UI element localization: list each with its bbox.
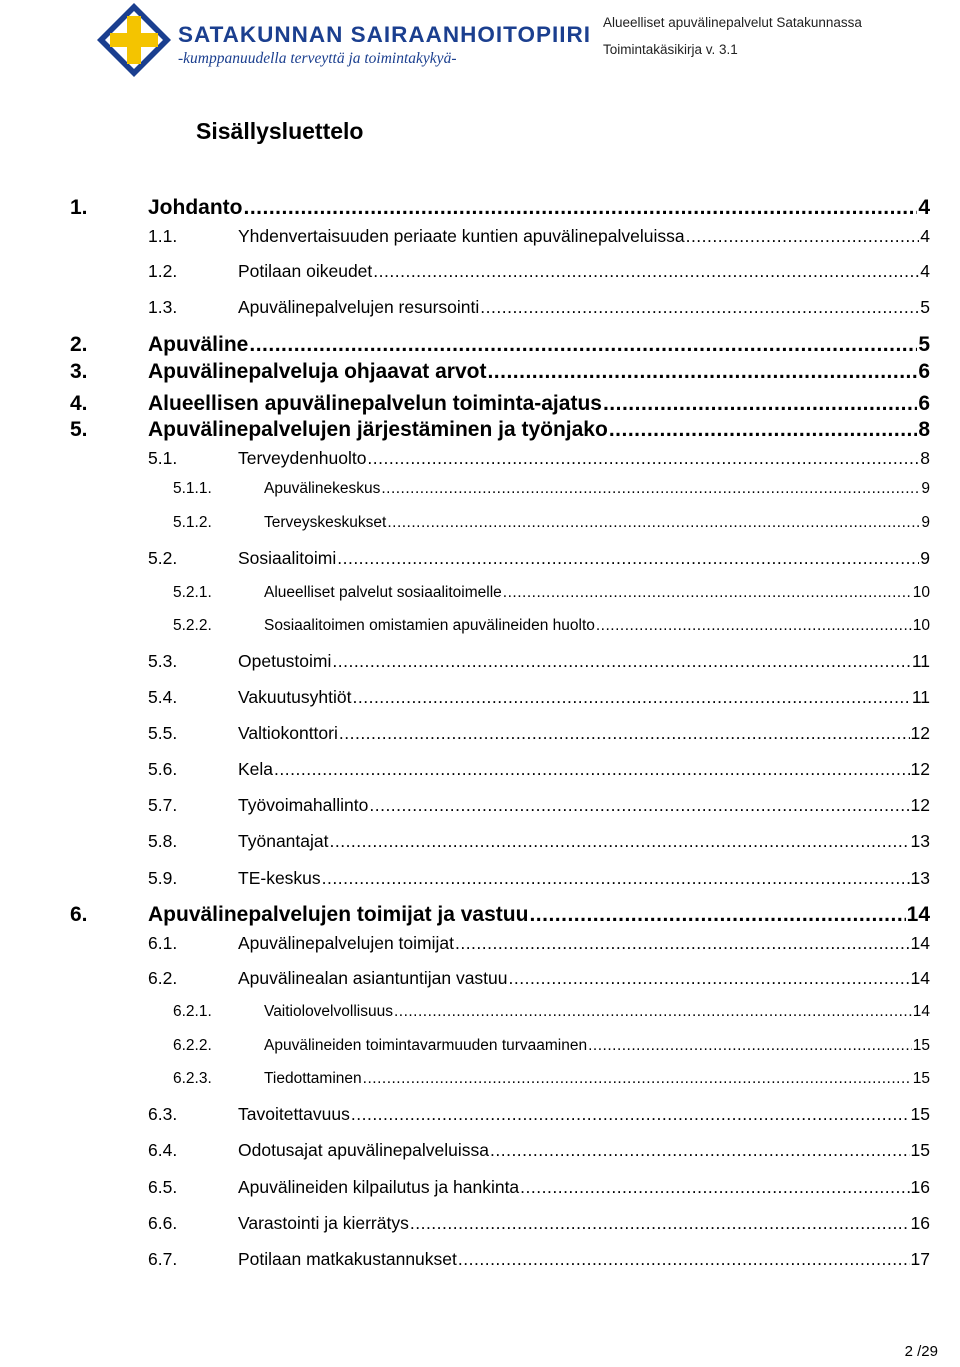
toc-entry-title[interactable]: Opetustoimi bbox=[238, 651, 332, 671]
toc-entry-page[interactable]: 11 bbox=[911, 651, 930, 671]
toc-entry[interactable] bbox=[148, 759, 930, 780]
toc-entry[interactable] bbox=[70, 196, 930, 220]
toc-entry-number: 1.2. bbox=[148, 261, 178, 281]
toc-entry[interactable] bbox=[173, 514, 930, 532]
toc-dot-leader bbox=[339, 723, 910, 744]
toc-entry-title[interactable]: Apuvälinepalvelujen toimijat ja vastuu bbox=[148, 903, 529, 926]
toc-entry-page[interactable]: 8 bbox=[920, 448, 930, 468]
toc-entry-number: 6.2. bbox=[148, 968, 178, 988]
toc-entry-number: 5.2.1. bbox=[173, 584, 212, 601]
toc-entry[interactable] bbox=[173, 480, 930, 498]
toc-entry[interactable] bbox=[148, 933, 930, 954]
toc-entry-number: 5. bbox=[70, 418, 88, 441]
toc-dot-leader bbox=[520, 1177, 909, 1198]
toc-entry-number: 6. bbox=[70, 903, 88, 926]
toc-dot-leader bbox=[596, 617, 912, 635]
toc-entry[interactable] bbox=[148, 1104, 930, 1125]
toc-entry-title[interactable]: Valtiokonttori bbox=[238, 723, 338, 743]
toc-entry-title[interactable]: Apuvälinepalveluja ohjaavat arvot bbox=[148, 360, 487, 383]
toc-entry[interactable] bbox=[148, 1249, 930, 1270]
toc-entry-page[interactable]: 12 bbox=[910, 759, 930, 779]
toc-entry[interactable] bbox=[173, 1037, 930, 1055]
toc-dot-leader bbox=[609, 418, 917, 442]
toc-dot-leader bbox=[487, 360, 917, 384]
toc-entry-page[interactable]: 13 bbox=[910, 831, 930, 851]
toc-dot-leader bbox=[529, 903, 905, 927]
toc-entry[interactable] bbox=[70, 392, 930, 416]
toc-entry[interactable] bbox=[173, 617, 930, 635]
toc-entry-title[interactable]: Varastointi ja kierrätys bbox=[238, 1213, 409, 1233]
toc-dot-leader bbox=[588, 1037, 912, 1055]
toc-dot-leader bbox=[381, 480, 920, 498]
toc-entry-number: 6.2.1. bbox=[173, 1003, 212, 1020]
toc-entry[interactable] bbox=[148, 968, 930, 989]
toc-entry-title[interactable]: Terveyskeskukset bbox=[264, 514, 387, 531]
toc-entry[interactable] bbox=[148, 297, 930, 318]
toc-dot-leader bbox=[480, 297, 919, 318]
toc-entry[interactable] bbox=[148, 795, 930, 816]
toc-entry[interactable] bbox=[148, 1140, 930, 1161]
toc-entry-number: 6.7. bbox=[148, 1249, 178, 1269]
document-title: Alueelliset apuvälinepalvelut Satakunnassa bbox=[603, 15, 862, 30]
toc-entry[interactable] bbox=[148, 448, 930, 469]
toc-entry-title[interactable]: Apuvälineiden kilpailutus ja hankinta bbox=[238, 1177, 520, 1197]
toc-dot-leader bbox=[353, 687, 911, 708]
toc-heading: Sisällysluettelo bbox=[196, 118, 364, 144]
toc-entry-number: 6.2.2. bbox=[173, 1037, 212, 1054]
toc-dot-leader bbox=[490, 1140, 910, 1161]
toc-entry-page[interactable]: 14 bbox=[912, 1003, 930, 1020]
toc-entry-page[interactable]: 11 bbox=[911, 687, 930, 707]
toc-entry-page[interactable]: 9 bbox=[921, 514, 930, 531]
toc-entry-number: 4. bbox=[70, 392, 88, 415]
organization-name: SATAKUNNAN SAIRAANHOITOPIIRI bbox=[178, 22, 592, 47]
toc-entry-page[interactable]: 12 bbox=[910, 723, 930, 743]
toc-dot-leader bbox=[369, 795, 909, 816]
toc-entry-title[interactable]: Apuvälinekeskus bbox=[264, 480, 381, 497]
toc-entry-page[interactable]: 15 bbox=[912, 1070, 930, 1087]
toc-entry-number: 5.6. bbox=[148, 759, 178, 779]
toc-entry-page[interactable]: 15 bbox=[910, 1140, 930, 1160]
toc-entry-number: 1. bbox=[70, 196, 88, 219]
toc-dot-leader bbox=[394, 1003, 912, 1021]
toc-entry-page[interactable]: 8 bbox=[918, 418, 930, 441]
toc-entry-number: 5.1.1. bbox=[173, 480, 212, 497]
toc-entry-title[interactable]: Apuvälinealan asiantuntijan vastuu bbox=[238, 968, 508, 988]
toc-entry-number: 5.1. bbox=[148, 448, 178, 468]
toc-dot-leader bbox=[387, 514, 920, 532]
toc-entry-title[interactable]: Kela bbox=[238, 759, 274, 779]
toc-dot-leader bbox=[455, 933, 910, 954]
toc-entry[interactable] bbox=[148, 723, 930, 744]
toc-entry-title[interactable]: Potilaan matkakustannukset bbox=[238, 1249, 457, 1269]
toc-entry-title[interactable]: Potilaan oikeudet bbox=[238, 261, 373, 281]
toc-entry-number: 3. bbox=[70, 360, 88, 383]
toc-entry-number: 6.6. bbox=[148, 1213, 178, 1233]
toc-entry-title[interactable]: Työnantajat bbox=[238, 831, 329, 851]
toc-entry-title[interactable]: Terveydenhuolto bbox=[238, 448, 367, 468]
toc-dot-leader bbox=[509, 968, 910, 989]
toc-entry-number: 5.5. bbox=[148, 723, 178, 743]
toc-dot-leader bbox=[458, 1249, 910, 1270]
toc-dot-leader bbox=[244, 196, 918, 220]
toc-entry-page[interactable]: 5 bbox=[918, 333, 930, 356]
toc-entry[interactable] bbox=[148, 261, 930, 282]
toc-entry-title[interactable]: Apuväline bbox=[148, 333, 249, 356]
toc-entry[interactable] bbox=[148, 687, 930, 708]
toc-entry[interactable] bbox=[173, 584, 930, 602]
toc-entry[interactable] bbox=[173, 1003, 930, 1021]
toc-entry[interactable] bbox=[70, 360, 930, 384]
toc-entry-page[interactable]: 16 bbox=[910, 1213, 930, 1233]
toc-dot-leader bbox=[337, 548, 919, 569]
toc-entry-page[interactable]: 13 bbox=[910, 868, 930, 888]
toc-dot-leader bbox=[367, 448, 919, 469]
toc-entry-number: 5.8. bbox=[148, 831, 178, 851]
toc-entry-number: 6.5. bbox=[148, 1177, 178, 1197]
toc-entry[interactable] bbox=[70, 333, 930, 357]
toc-entry-page[interactable]: 10 bbox=[912, 584, 930, 601]
toc-entry-title[interactable]: Vakuutusyhtiöt bbox=[238, 687, 352, 707]
toc-entry-title[interactable]: Apuvälinepalvelujen resursointi bbox=[238, 297, 480, 317]
toc-entry-page[interactable]: 17 bbox=[910, 1249, 930, 1269]
toc-entry-page[interactable]: 14 bbox=[910, 968, 930, 988]
toc-entry[interactable] bbox=[148, 1213, 930, 1234]
toc-entry-number: 6.1. bbox=[148, 933, 178, 953]
toc-entry-number: 1.1. bbox=[148, 226, 178, 246]
toc-dot-leader bbox=[503, 584, 912, 602]
toc-entry-page[interactable]: 9 bbox=[920, 548, 930, 568]
toc-entry-page[interactable]: 4 bbox=[920, 226, 930, 246]
toc-entry-page[interactable]: 6 bbox=[918, 392, 930, 415]
toc-entry[interactable] bbox=[148, 226, 930, 247]
toc-dot-leader bbox=[322, 868, 910, 889]
toc-entry-title[interactable]: Sosiaalitoimen omistamien apuvälineiden huolto bbox=[264, 617, 595, 634]
toc-entry-page[interactable]: 5 bbox=[920, 297, 930, 317]
toc-entry-number: 6.4. bbox=[148, 1140, 178, 1160]
toc-entry-title[interactable]: Odotusajat apuvälinepalveluissa bbox=[238, 1140, 489, 1160]
toc-entry-title[interactable]: Johdanto bbox=[148, 196, 243, 219]
toc-entry-page[interactable]: 15 bbox=[910, 1104, 930, 1124]
toc-entry[interactable] bbox=[148, 548, 930, 569]
toc-entry-page[interactable]: 14 bbox=[910, 933, 930, 953]
toc-entry-title[interactable]: Alueellisen apuvälinepalvelun toiminta-ajatus bbox=[148, 392, 602, 415]
toc-entry-title[interactable]: Yhdenvertaisuuden periaate kuntien apuvälinepalveluissa bbox=[238, 226, 685, 246]
toc-dot-leader bbox=[410, 1213, 910, 1234]
toc-entry-page[interactable]: 4 bbox=[918, 196, 930, 219]
toc-entry-page[interactable]: 12 bbox=[910, 795, 930, 815]
toc-entry-number: 5.7. bbox=[148, 795, 178, 815]
toc-entry-number: 5.2.2. bbox=[173, 617, 212, 634]
toc-entry-page[interactable]: 9 bbox=[921, 480, 930, 497]
toc-entry-title[interactable]: Apuvälinepalvelujen toimijat bbox=[238, 933, 454, 953]
toc-entry-number: 5.3. bbox=[148, 651, 178, 671]
toc-entry-number: 5.1.2. bbox=[173, 514, 212, 531]
document-version: Toimintakäsikirja v. 3.1 bbox=[603, 42, 738, 57]
toc-entry-page[interactable]: 16 bbox=[910, 1177, 930, 1197]
toc-entry[interactable] bbox=[70, 903, 930, 927]
toc-entry-title[interactable]: Sosiaalitoimi bbox=[238, 548, 337, 568]
toc-entry-page[interactable]: 4 bbox=[920, 261, 930, 281]
toc-dot-leader bbox=[603, 392, 917, 416]
toc-entry-title[interactable]: Apuvälinepalvelujen järjestäminen ja työnjako bbox=[148, 418, 608, 441]
toc-dot-leader bbox=[249, 333, 917, 357]
toc-entry-title[interactable]: Tavoitettavuus bbox=[238, 1104, 350, 1124]
toc-entry-number: 5.4. bbox=[148, 687, 178, 707]
page-number: 2 /29 bbox=[904, 1343, 938, 1360]
toc-entry-number: 1.3. bbox=[148, 297, 178, 317]
toc-entry-title[interactable]: Apuvälineiden toimintavarmuuden turvaaminen bbox=[264, 1037, 588, 1054]
toc-entry[interactable] bbox=[148, 651, 930, 672]
toc-entry[interactable] bbox=[148, 868, 930, 889]
toc-entry-number: 6.3. bbox=[148, 1104, 178, 1124]
toc-entry[interactable] bbox=[70, 418, 930, 442]
toc-entry-title[interactable]: TE-keskus bbox=[238, 868, 321, 888]
organization-slogan: -kumppanuudella terveyttä ja toimintakykyä- bbox=[178, 50, 457, 67]
toc-entry[interactable] bbox=[173, 1070, 930, 1088]
toc-entry-number: 6.2.3. bbox=[173, 1070, 212, 1087]
toc-entry-page[interactable]: 14 bbox=[906, 903, 930, 926]
toc-entry-page[interactable]: 10 bbox=[912, 617, 930, 634]
toc-dot-leader bbox=[363, 1070, 912, 1088]
toc-entry-title[interactable]: Tiedottaminen bbox=[264, 1070, 362, 1087]
toc-entry-page[interactable]: 6 bbox=[918, 360, 930, 383]
toc-dot-leader bbox=[373, 261, 919, 282]
toc-entry-page[interactable]: 15 bbox=[912, 1037, 930, 1054]
toc-entry[interactable] bbox=[148, 1177, 930, 1198]
toc-entry-number: 5.9. bbox=[148, 868, 178, 888]
toc-dot-leader bbox=[351, 1104, 910, 1125]
toc-dot-leader bbox=[274, 759, 910, 780]
toc-entry-number: 2. bbox=[70, 333, 88, 356]
toc-dot-leader bbox=[686, 226, 920, 247]
toc-entry-number: 5.2. bbox=[148, 548, 178, 568]
toc-entry[interactable] bbox=[148, 831, 930, 852]
toc-entry-title[interactable]: Vaitiolovelvollisuus bbox=[264, 1003, 393, 1020]
toc-entry-title[interactable]: Alueelliset palvelut sosiaalitoimelle bbox=[264, 584, 502, 601]
toc-entry-title[interactable]: Työvoimahallinto bbox=[238, 795, 369, 815]
toc-dot-leader bbox=[329, 831, 909, 852]
toc-dot-leader bbox=[332, 651, 910, 672]
